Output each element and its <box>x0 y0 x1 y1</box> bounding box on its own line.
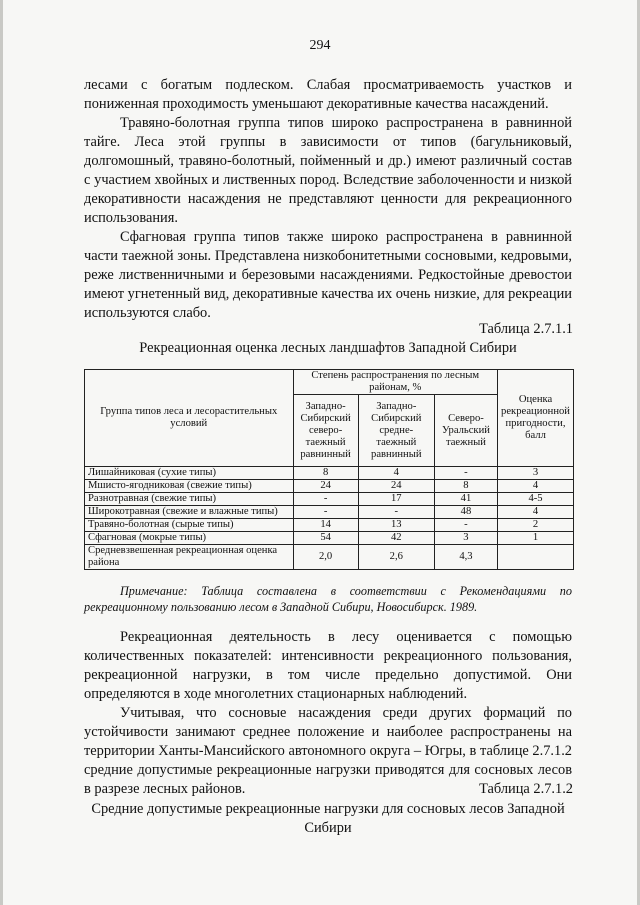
paragraph: лесами с богатым подлеском. Слабая просматриваемость участков и пониженная проходимость уменьшают декоративные качества насаждений. <box>84 77 572 112</box>
table-row <box>85 467 574 480</box>
row-group-cell: Широкотравная (свежие и влажные типы) <box>85 506 294 519</box>
scan-edge-left <box>0 0 3 905</box>
row-value-cell: 41 <box>434 493 497 506</box>
row-value-cell: 8 <box>434 480 497 493</box>
row-value-cell: 3 <box>434 532 497 545</box>
row-value-cell: 4 <box>358 467 434 480</box>
row-score-cell: 4-5 <box>498 493 574 506</box>
row-score-cell: 3 <box>498 467 574 480</box>
table-title: Средние допустимые рекреационные нагрузки для сосновых лесов Западной Сибири <box>91 801 565 836</box>
row-value-cell: 14 <box>293 519 358 532</box>
paragraph: Учитывая, что сосновые насаждения среди других формаций по устойчивости занимают среднее положение и наиболее распространены на территории Ханты-Мансийского автономного округа – Югры, в таблице 2.7.1.2 средние допустимые рекреационные нагрузки приводятся для сосновых лесов в разрезе лесных районов. <box>84 705 572 797</box>
row-group-cell: Лишайниковая (сухие типы) <box>85 467 294 480</box>
header-col-cell: Западно-Сибирский северо-таежный равнинный <box>293 395 358 467</box>
row-value-cell: - <box>434 467 497 480</box>
row-value-cell: - <box>434 519 497 532</box>
row-value-cell: 4,3 <box>434 545 497 570</box>
table-note: Примечание: Таблица составлена в соответствии с Рекомендациями по рекреационному пользованию лесом в Западной Сибири, Новосибирск. 1989. <box>84 584 572 614</box>
header-col-cell: Западно-Сибирский средне-таежный равнинный <box>358 395 434 467</box>
header-col-cell: Северо-Уральский таежный <box>434 395 497 467</box>
row-value-cell: 42 <box>358 532 434 545</box>
header-spread-cell: Степень распространения по лесным районам, % <box>293 370 498 395</box>
table-label: Таблица 2.7.1.1 <box>479 321 573 337</box>
row-score-cell: 2 <box>498 519 574 532</box>
row-value-cell: 24 <box>358 480 434 493</box>
row-value-cell: 54 <box>293 532 358 545</box>
body-text-bottom <box>84 628 572 799</box>
row-value-cell: - <box>293 506 358 519</box>
row-group-cell: Мшисто-ягодниковая (свежие типы) <box>85 480 294 493</box>
body-text-top <box>84 76 572 323</box>
row-value-cell: 13 <box>358 519 434 532</box>
row-group-cell: Травяно-болотная (сырые типы) <box>85 519 294 532</box>
row-group-cell: Средневзвешенная рекреационная оценка района <box>85 545 294 570</box>
table-row <box>85 532 574 545</box>
table-label: Таблица 2.7.1.2 <box>479 781 573 797</box>
header-group-cell: Группа типов леса и лесорастительных условий <box>85 370 294 467</box>
row-group-cell: Разнотравная (свежие типы) <box>85 493 294 506</box>
recreation-table <box>84 369 574 570</box>
table-row <box>85 545 574 570</box>
table-row <box>85 493 574 506</box>
row-value-cell: 2,0 <box>293 545 358 570</box>
paragraph: Сфагновая группа типов также широко распространена в равнинной части таежной зоны. Представлена низкобонитетными сосновыми, кедровыми, реже лиственничными и березовыми насаждениями. Редкостойные древостои имеют угнетенный вид, декоративные качества их очень низкие, для рекреации используются слабо. <box>84 229 572 321</box>
table-row <box>85 506 574 519</box>
paragraph: Травяно-болотная группа типов широко распространена в равнинной тайге. Леса этой группы в зависимости от типов (багульниковый, долгомошный, травяно-болотный, пойменный и др.) имеют различный состав с участием хвойных и лиственных пород. Вследствие заболоченности и низкой декоративности насаждения не представляют ценности для рекреационного использования. <box>84 115 572 226</box>
row-value-cell: - <box>293 493 358 506</box>
row-value-cell: 8 <box>293 467 358 480</box>
row-value-cell: 48 <box>434 506 497 519</box>
row-score-cell: 1 <box>498 532 574 545</box>
table-header-row <box>85 370 574 395</box>
paragraph: Рекреационная деятельность в лесу оценивается с помощью количественных показателей: интенсивности рекреационного пользования, рекреационной нагрузки, в том числе предельно допустимой. Они определяются в ходе многолетних стационарных наблюдений. <box>84 629 572 702</box>
row-value-cell: 2,6 <box>358 545 434 570</box>
row-score-cell: 4 <box>498 506 574 519</box>
table-row <box>85 480 574 493</box>
row-value-cell: 17 <box>358 493 434 506</box>
row-value-cell: - <box>358 506 434 519</box>
header-score-cell: Оценка рекреационной пригодности, балл <box>498 370 574 467</box>
table-title: Рекреационная оценка лесных ландшафтов Западной Сибири <box>139 340 517 356</box>
table-row <box>85 519 574 532</box>
row-group-cell: Сфагновая (мокрые типы) <box>85 532 294 545</box>
row-score-cell <box>498 545 574 570</box>
row-score-cell: 4 <box>498 480 574 493</box>
row-value-cell: 24 <box>293 480 358 493</box>
page-number: 294 <box>309 38 331 53</box>
